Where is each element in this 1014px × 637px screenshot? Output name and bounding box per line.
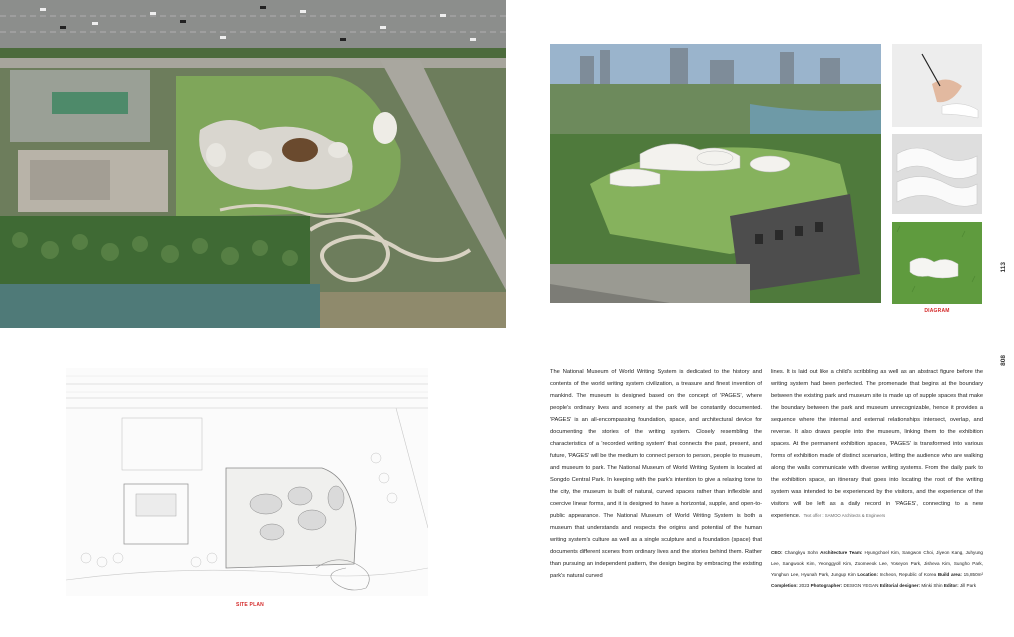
build-area-value: 15,850m² [963, 572, 984, 577]
aerial-photo [0, 0, 506, 328]
site-plan-drawing [66, 368, 428, 596]
site-plan-illustration [66, 368, 428, 596]
photographer-value: DESIGN YEGAN [843, 583, 879, 588]
model-illustration [892, 134, 982, 214]
editorial-designer-label: Editorial designer: [879, 583, 921, 588]
photographer-label: Photographer: [810, 583, 843, 588]
hand-writing-illustration [892, 44, 982, 127]
location-value: Incheon, Republic of Korea [879, 572, 937, 577]
aerial-photo-illustration [0, 0, 506, 328]
team-label: Architecture Team: [820, 550, 863, 555]
model-on-grass-thumbnail [892, 222, 982, 304]
page-number-top: 113 [1000, 262, 1007, 273]
project-credits [771, 547, 983, 591]
page-number-bottom: 808 [1000, 355, 1007, 366]
ceo-label: CEO: [771, 550, 783, 555]
editorial-designer-value: Minki Shin [921, 583, 943, 588]
team-value: Hyungchoel Kim, Sangwon Choi, Jiyeon Kang, Juhyung Lee, Sangwook Kim, Yeonggyoll Kim, Zoomeeok Lee, Yoseyon Park, Jisheva Kim, Sungho Park, Yonghun Lee, Hyunah Park, Jungup Kim [771, 550, 983, 577]
museum-main-photo [550, 44, 881, 303]
site-plan-caption: SITE PLAN [236, 602, 264, 608]
completion-label: Completion: [771, 583, 798, 588]
body-text-column-1: The National Museum of World Writing System is dedicated to the history and contents of the world writing system civilization, a treasure and finest invention of mankind. The museum is designed based on the concept of 'PAGES', where people's ordinary lives and scenery at the park will be constantly documented. 'PAGES' is an all-encompassing foundation, space, and architectural device for documenting the stories of the writing system. Closely resembling the characteristics of a 'recorded writing system' that connects the past, present, and future, 'PAGES' will be the medium to connect person to person, people to museum, and museum to park. The National Museum of World Writing System is located at Songdo Central Park. In keeping with the park's intention to give a relaxing tone to the city, the museum is built of natural, curved spaces rather than inflexible and coercive linear forms, and it is designed to have a horizontal, supple, and open-to-public appearance. The National Museum of World Writing System is both a museum that understands and respects the origins and potential of the human writing system's culture as well as a single sculpture and a foundation (space) that documents different scenes from ordinary lives and the stories behind them. Rather than pursuing an independent pattern, the design begins by embracing the existing park's natural curved [550, 369, 762, 579]
diagram-caption: DIAGRAM [924, 308, 950, 314]
text-credit: Text offer : SAMOO Architects & Engineers [803, 513, 886, 518]
model-thumbnail [892, 134, 982, 214]
location-label: Location: [857, 572, 878, 577]
hand-writing-thumbnail [892, 44, 982, 127]
build-area-label: Build area: [937, 572, 962, 577]
museum-main-photo-illustration [550, 44, 881, 303]
model-on-grass-illustration [892, 222, 982, 304]
editor-label: Editor: [943, 583, 959, 588]
body-text-column-2 [771, 366, 983, 538]
ceo-value: Changkyu Sohn [784, 550, 819, 555]
completion-value: 2023 [799, 583, 810, 588]
body-text-column-2-text: lines. It is laid out like a child's scribbling as well as an abstract figure before the writing system had been perfected. The promenade that begins at the boundary between the existing park and museum site is made up of supple spaces that make the boundary between the park and museum unrecognizable, hence it provides a sequence where the internal and external relationships intersect, overlap, and reverse. It also draws people into the museum, linking them to the exhibition spaces. At the permanent exhibition spaces, 'PAGES' is transformed into various forms of exhibition made of distinct scenarios, letting the audience who are walking along the walls communicate with diverse writing systems. From the daily park to the exhibition space, an itinerary that goes into locating the root of the writing system was intended to be experienced by the visitors, and the experience of the visitors will be left as a daily record in 'PAGES', connecting to a new experience. [771, 369, 983, 519]
editor-value: Jill Park [959, 583, 976, 588]
